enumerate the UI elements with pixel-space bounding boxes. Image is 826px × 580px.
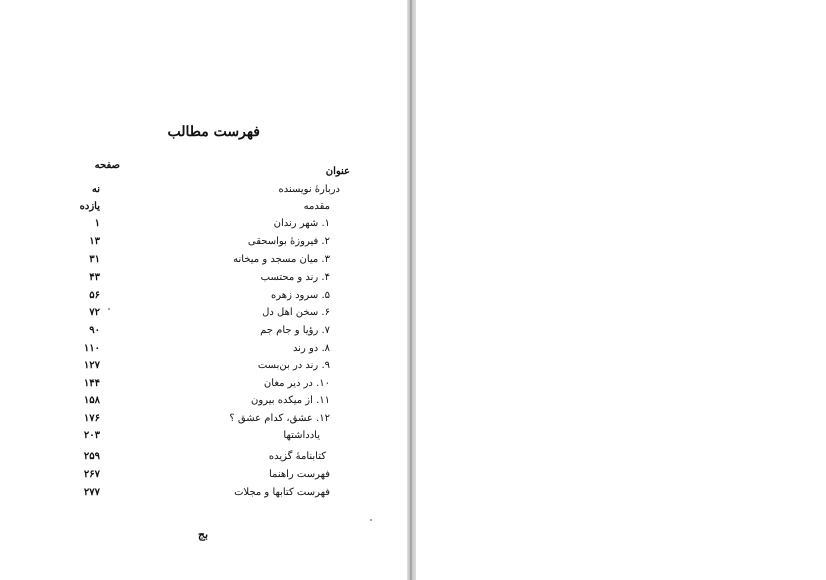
toc-entry-title: کتابنامهٔ گزیده	[268, 451, 326, 462]
toc-row	[0, 270, 407, 286]
toc-page-number: ۲۰۳	[83, 430, 100, 441]
right-page-blank	[416, 0, 826, 580]
toc-entry-title: ۹. رند در بن‌بست	[257, 360, 330, 371]
toc-entry-title: دربارهٔ نویسنده	[278, 184, 340, 195]
toc-row	[0, 305, 407, 321]
page-folio: بج	[197, 528, 209, 541]
toc-entry-title: ۴. رند و محتسب	[260, 272, 330, 283]
toc-row	[0, 449, 407, 465]
toc-entry-title: ۱۲. عشق، کدام عشق ؟	[229, 413, 330, 424]
toc-page-number: ۱۷۶	[83, 413, 100, 424]
toc-row	[0, 376, 407, 392]
toc-row	[0, 428, 407, 444]
toc-row	[0, 234, 407, 250]
toc-page-number: ۲۶۷	[83, 469, 100, 480]
toc-row	[0, 485, 407, 501]
toc-row	[0, 341, 407, 357]
toc-page-number: ۲۵۹	[83, 451, 100, 462]
scan-speck	[370, 519, 372, 521]
page-column-header: صفحه	[94, 160, 120, 171]
title-column-header: عنوان	[325, 166, 350, 177]
toc-page-number: نه	[91, 184, 100, 195]
toc-row	[0, 252, 407, 268]
left-page	[0, 0, 407, 580]
toc-entry-title: یادداشتها	[283, 430, 320, 441]
toc-row	[0, 467, 407, 483]
toc-page-number: ۲۷۷	[83, 487, 100, 498]
toc-row	[0, 323, 407, 339]
toc-page-number: ۴۳	[89, 272, 100, 283]
toc-entry-title: ۶. سخن اهل دل	[262, 307, 330, 318]
toc-entry-title: ۱. شهر رندان	[273, 218, 330, 229]
toc-page-number: ۵۶	[89, 290, 100, 301]
toc-entry-title: ۸. دو رند	[292, 343, 330, 354]
toc-entry-title: مقدمه	[303, 201, 330, 212]
toc-page-number: ۱۳	[89, 236, 100, 247]
scan-speck	[108, 308, 110, 310]
toc-page-number: ۹۰	[89, 325, 100, 336]
toc-entry-title: فهرست راهنما	[268, 469, 330, 480]
toc-entry-title: ۵. سرود زهره	[271, 290, 330, 301]
toc-page-number: ۱۱۰	[83, 343, 100, 354]
toc-entry-title: فهرست کتابها و مجلات	[234, 487, 330, 498]
toc-entry-title: ۱۰. در دیر مغان	[263, 378, 330, 389]
toc-row	[0, 288, 407, 304]
toc-entry-title: ۱۱. از میکده بیرون	[251, 395, 330, 406]
toc-row	[0, 358, 407, 374]
toc-row	[0, 411, 407, 427]
toc-page-number: ۱۴۴	[83, 378, 100, 389]
toc-page-number: ۱	[94, 218, 100, 229]
toc-entry-title: ۷. رؤیا و جام جم	[260, 325, 330, 336]
toc-page-number: ۱۵۸	[83, 395, 100, 406]
toc-page-number: یازده	[79, 201, 100, 212]
toc-page-number: ۳۱	[89, 254, 100, 265]
toc-row	[0, 393, 407, 409]
toc-title: فهرست مطالب	[167, 124, 260, 140]
toc-row	[0, 199, 407, 215]
toc-page-number: ۷۲	[89, 307, 100, 318]
toc-entry-title: ۲. فیروزهٔ بواسحقی	[247, 236, 330, 247]
book-spine	[407, 0, 416, 580]
toc-row	[0, 216, 407, 232]
toc-entry-title: ۳. میان مسجد و میخانه	[233, 254, 330, 265]
toc-page-number: ۱۲۷	[83, 360, 100, 371]
toc-row	[0, 182, 407, 198]
